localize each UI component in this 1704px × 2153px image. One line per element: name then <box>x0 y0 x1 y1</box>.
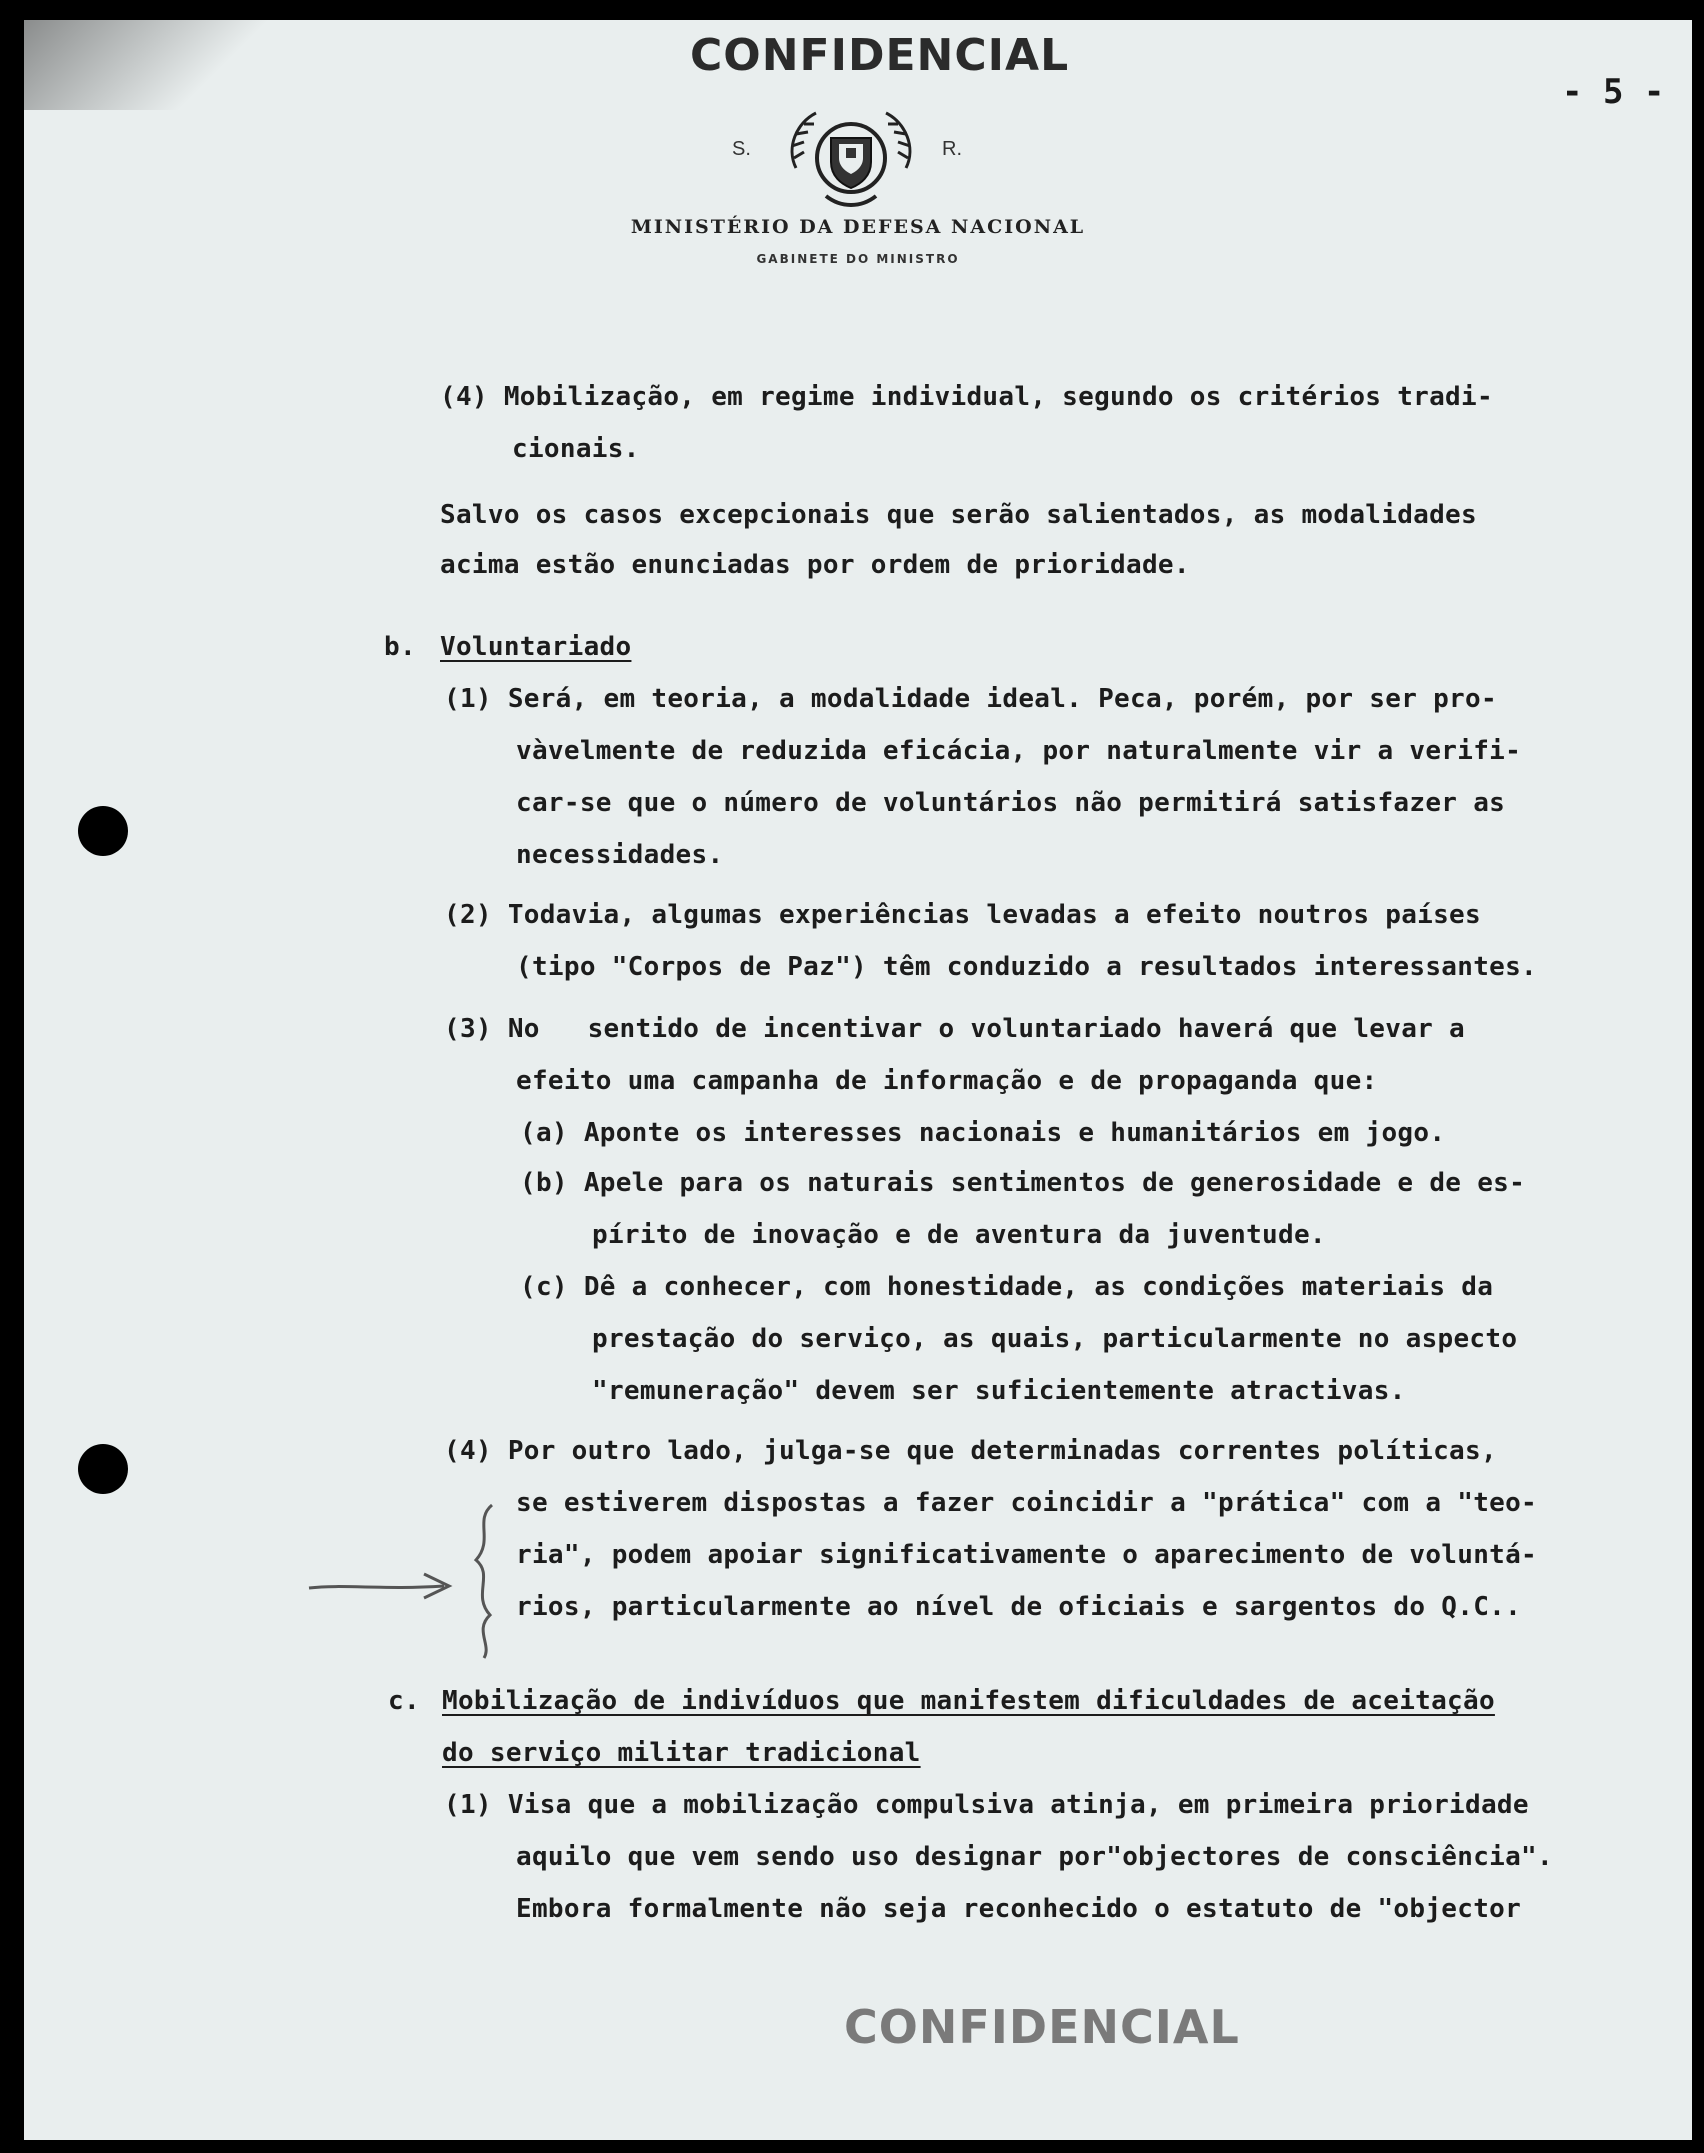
coat-of-arms-icon <box>776 98 926 218</box>
text-line: prestação do serviço, as quais, particularmente no aspecto <box>592 1324 1518 1354</box>
punch-hole <box>78 1444 128 1494</box>
section-title: Voluntariado <box>440 632 632 662</box>
text-line: efeito uma campanha de informação e de propaganda que: <box>516 1066 1378 1096</box>
document-page <box>24 20 1692 2140</box>
text-line: pírito de inovação e de aventura da juventude. <box>592 1220 1326 1250</box>
handwritten-arrow-icon <box>304 1556 464 1616</box>
text-line: vàvelmente de reduzida eficácia, por naturalmente vir a verifi- <box>516 736 1522 766</box>
section-letter: b. <box>384 632 416 662</box>
sr-right-label: R. <box>942 138 962 160</box>
text-line: (b) Apele para os naturais sentimentos de generosidade e de es- <box>520 1168 1526 1198</box>
text-line: (4) Por outro lado, julga-se que determinadas correntes políticas, <box>444 1436 1497 1466</box>
text-line: (1) Será, em teoria, a modalidade ideal. Peca, porém, por ser pro- <box>444 684 1497 714</box>
ministry-heading: MINISTÉRIO DA DEFESA NACIONAL <box>630 216 1086 238</box>
text-line: rios, particularmente ao nível de oficiais e sargentos do Q.C.. <box>516 1592 1522 1622</box>
scan-shadow <box>24 20 284 110</box>
text-line: (2) Todavia, algumas experiências levadas a efeito noutros países <box>444 900 1481 930</box>
text-line: (3) No sentido de incentivar o voluntariado haverá que levar a <box>444 1014 1466 1044</box>
text-line: "remuneração" devem ser suficientemente atractivas. <box>592 1376 1406 1406</box>
text-line: se estiverem dispostas a fazer coincidir a "prática" com a "teo- <box>516 1488 1538 1518</box>
section-title: do serviço militar tradicional <box>442 1738 921 1768</box>
confidential-stamp-top: CONFIDENCIAL <box>690 30 1070 81</box>
section-letter: c. <box>388 1686 420 1716</box>
page-number: - 5 - <box>1562 72 1665 112</box>
text-line: Salvo os casos excepcionais que serão salientados, as modalidades <box>440 500 1477 530</box>
text-line: (4) Mobilização, em regime individual, segundo os critérios tradi- <box>440 382 1493 412</box>
text-line: ria", podem apoiar significativamente o aparecimento de voluntá- <box>516 1540 1538 1570</box>
text-line: car-se que o número de voluntários não permitirá satisfazer as <box>516 788 1506 818</box>
text-line: (c) Dê a conhecer, com honestidade, as condições materiais da <box>520 1272 1494 1302</box>
text-line: (1) Visa que a mobilização compulsiva atinja, em primeira prioridade <box>444 1790 1529 1820</box>
text-line: Embora formalmente não seja reconhecido o estatuto de "objector <box>516 1894 1522 1924</box>
confidential-stamp-bottom: CONFIDENCIAL <box>844 2000 1240 2054</box>
punch-hole <box>78 806 128 856</box>
text-line: necessidades. <box>516 840 724 870</box>
sr-left-label: S. <box>732 138 751 160</box>
cabinet-subheading: GABINETE DO MINISTRO <box>756 252 960 266</box>
text-line: cionais. <box>512 434 640 464</box>
text-line: (a) Aponte os interesses nacionais e humanitários em jogo. <box>520 1118 1446 1148</box>
text-line: (tipo "Corpos de Paz") têm conduzido a resultados interessantes. <box>516 952 1538 982</box>
text-line: aquilo que vem sendo uso designar por"objectores de consciência". <box>516 1842 1553 1872</box>
section-title: Mobilização de indivíduos que manifestem dificuldades de aceitação <box>442 1686 1495 1716</box>
handwritten-brace-icon <box>464 1500 504 1660</box>
text-line: acima estão enunciadas por ordem de prioridade. <box>440 550 1190 580</box>
